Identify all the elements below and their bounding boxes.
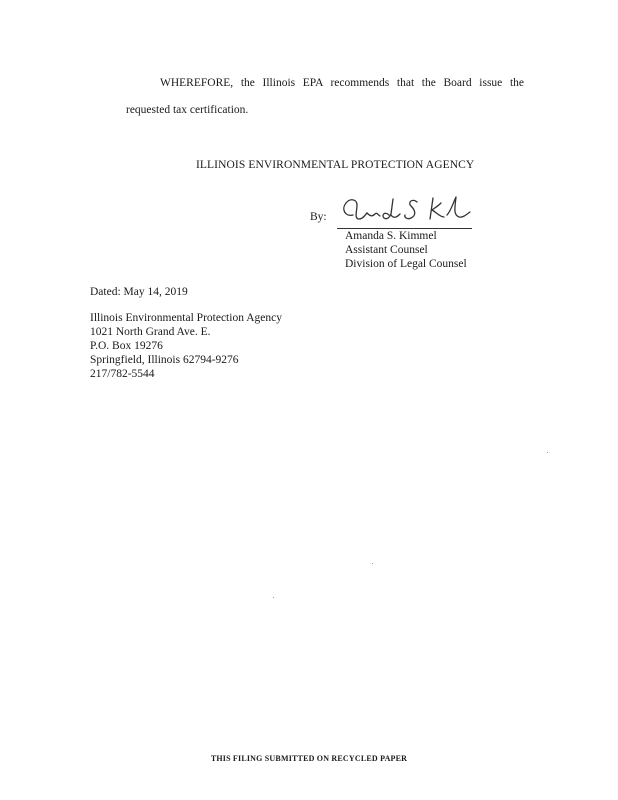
signer-title: Assistant Counsel bbox=[345, 244, 428, 256]
address-line-2: 1021 North Grand Ave. E. bbox=[90, 326, 211, 338]
body-paragraph-line-1: WHEREFORE, the Illinois EPA recommends that the Board issue the bbox=[160, 77, 524, 89]
recycled-paper-footer: THIS FILING SUBMITTED ON RECYCLED PAPER bbox=[210, 754, 408, 763]
address-line-4: Springfield, Illinois 62794-9276 bbox=[90, 354, 239, 366]
dated-line: Dated: May 14, 2019 bbox=[90, 286, 188, 298]
address-line-3: P.O. Box 19276 bbox=[90, 340, 163, 352]
body-paragraph-line-2: requested tax certification. bbox=[126, 104, 249, 116]
agency-heading: ILLINOIS ENVIRONMENTAL PROTECTION AGENCY bbox=[196, 159, 475, 171]
signer-division: Division of Legal Counsel bbox=[345, 258, 467, 270]
address-line-1: Illinois Environmental Protection Agency bbox=[90, 312, 282, 324]
scan-speck bbox=[547, 452, 548, 453]
scan-speck bbox=[372, 563, 373, 564]
handwritten-signature bbox=[337, 193, 477, 229]
by-label: By: bbox=[310, 211, 327, 223]
address-line-5: 217/782-5544 bbox=[90, 368, 155, 380]
scan-speck bbox=[273, 597, 274, 598]
signer-name: Amanda S. Kimmel bbox=[345, 230, 437, 242]
